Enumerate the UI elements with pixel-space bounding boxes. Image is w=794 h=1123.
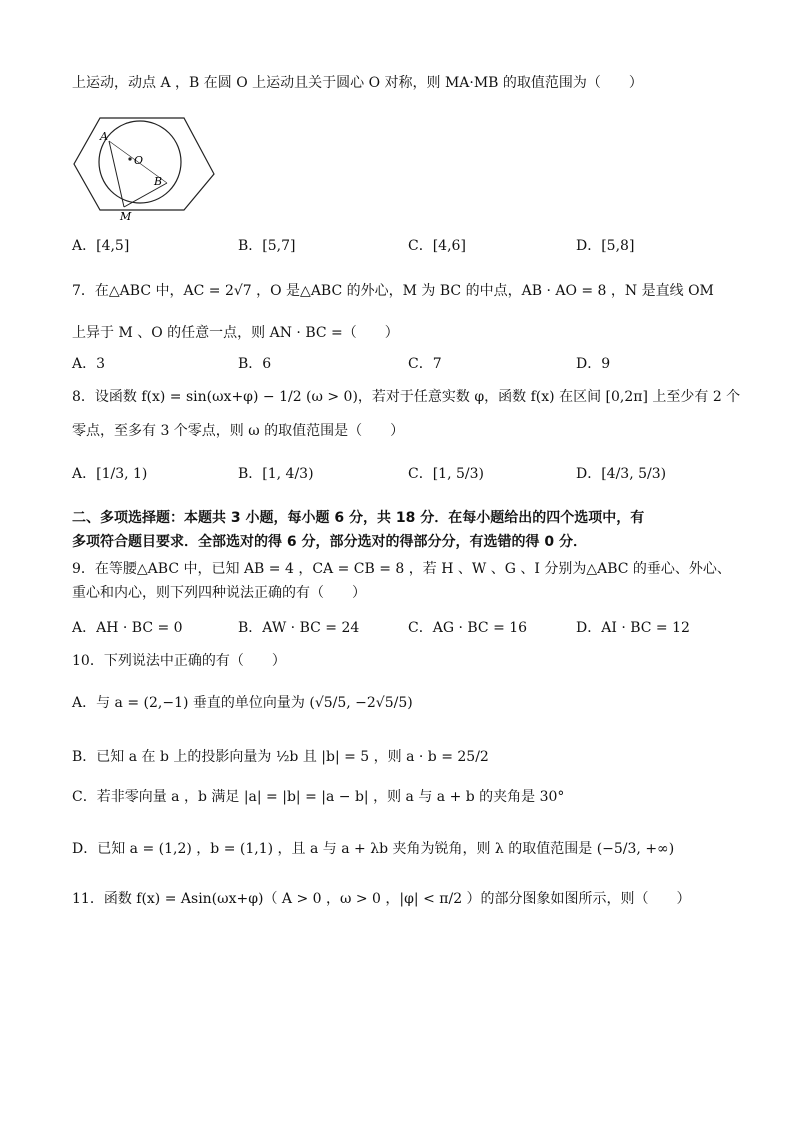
q11-stem: 11．函数 f(x) = Asin(ωx+φ)（ A > 0 ，ω > 0 ，|φ| < π/2 ）的部分图象如图所示，则（ ） xyxy=(72,891,691,907)
q8-option-a: A．[1/3, 1) xyxy=(72,466,148,482)
q8-option-d: D．[4/3, 5/3) xyxy=(576,466,667,482)
figure-label-b: B xyxy=(154,175,163,188)
section-2-heading-line-1: 二、多项选择题：本题共 3 小题，每小题 6 分，共 18 分．在每小题给出的四个选项中，有 xyxy=(72,510,645,526)
q9-stem-line-2: 重心和内心，则下列四种说法正确的有（ ） xyxy=(72,585,366,601)
q10-option-b: B．已知 a 在 b 上的投影向量为 ½b 且 |b| = 5 ，则 a · b = 25/2 xyxy=(72,749,489,765)
q6-option-b: B．[5,7] xyxy=(238,238,296,254)
q8-option-c: C．[1, 5/3) xyxy=(408,466,484,482)
q9-option-c: C．AG · BC = 16 xyxy=(408,620,528,636)
figure-label-m: M xyxy=(120,210,132,222)
q6-options xyxy=(72,234,732,258)
q6-stem: 上运动，动点 A ，B 在圆 O 上运动且关于圆心 O 对称，则 MA·MB 的取值范围为（ ） xyxy=(72,75,643,91)
q6-option-c: C．[4,6] xyxy=(408,238,466,254)
q10-stem: 10．下列说法中正确的有（ ） xyxy=(72,653,286,669)
q7-stem-line-2: 上异于 M 、O 的任意一点，则 AN · BC =（ ） xyxy=(72,325,399,341)
q10-option-a: A．与 a = (2,−1) 垂直的单位向量为 (√5/5, −2√5/5) xyxy=(72,695,413,711)
q7-stem-line-1: 7．在△ABC 中，AC = 2√7 ，O 是△ABC 的外心，M 为 BC 的中点，AB · AO = 8 ，N 是直线 OM xyxy=(72,283,714,299)
q9-option-b: B．AW · BC = 24 xyxy=(238,620,360,636)
q10-option-c: C．若非零向量 a ，b 满足 |a| = |b| = |a − b| ，则 a 与 a + b 的夹角是 30° xyxy=(72,789,565,805)
q7-option-a: A．3 xyxy=(72,356,106,372)
q7-option-c: C．7 xyxy=(408,356,442,372)
q6-option-a: A．[4,5] xyxy=(72,238,130,254)
q8-option-b: B．[1, 4/3) xyxy=(238,466,314,482)
q7-options xyxy=(72,352,732,376)
q9-option-d: D．AI · BC = 12 xyxy=(576,620,690,636)
q8-options xyxy=(72,462,732,486)
q9-options xyxy=(72,616,732,640)
q7-option-b: B．6 xyxy=(238,356,272,372)
q8-stem-line-1: 8．设函数 f(x) = sin(ωx+φ) − 1/2 (ω > 0)，若对于任意实数 φ，函数 f(x) 在区间 [0,2π] 上至少有 2 个 xyxy=(72,389,741,405)
q7-option-d: D．9 xyxy=(576,356,611,372)
q6-hexagon-circle-figure xyxy=(72,110,222,222)
figure-label-o: O xyxy=(134,154,144,167)
section-2-heading-line-2: 多项符合题目要求．全部选对的得 6 分，部分选对的得部分分，有选错的得 0 分． xyxy=(72,534,587,550)
figure-label-a: A xyxy=(100,130,108,143)
q10-option-d: D．已知 a = (1,2) ，b = (1,1) ，且 a 与 a + λb 夹角为锐角，则 λ 的取值范围是 (−5/3, +∞) xyxy=(72,841,675,857)
q9-stem-line-1: 9．在等腰△ABC 中，已知 AB = 4 ，CA = CB = 8 ，若 H 、W 、G 、I 分别为△ABC 的垂心、外心、 xyxy=(72,561,731,577)
q8-stem-line-2: 零点，至多有 3 个零点，则 ω 的取值范围是（ ） xyxy=(72,423,405,439)
q9-option-a: A．AH · BC = 0 xyxy=(72,620,183,636)
q6-option-d: D．[5,8] xyxy=(576,238,635,254)
